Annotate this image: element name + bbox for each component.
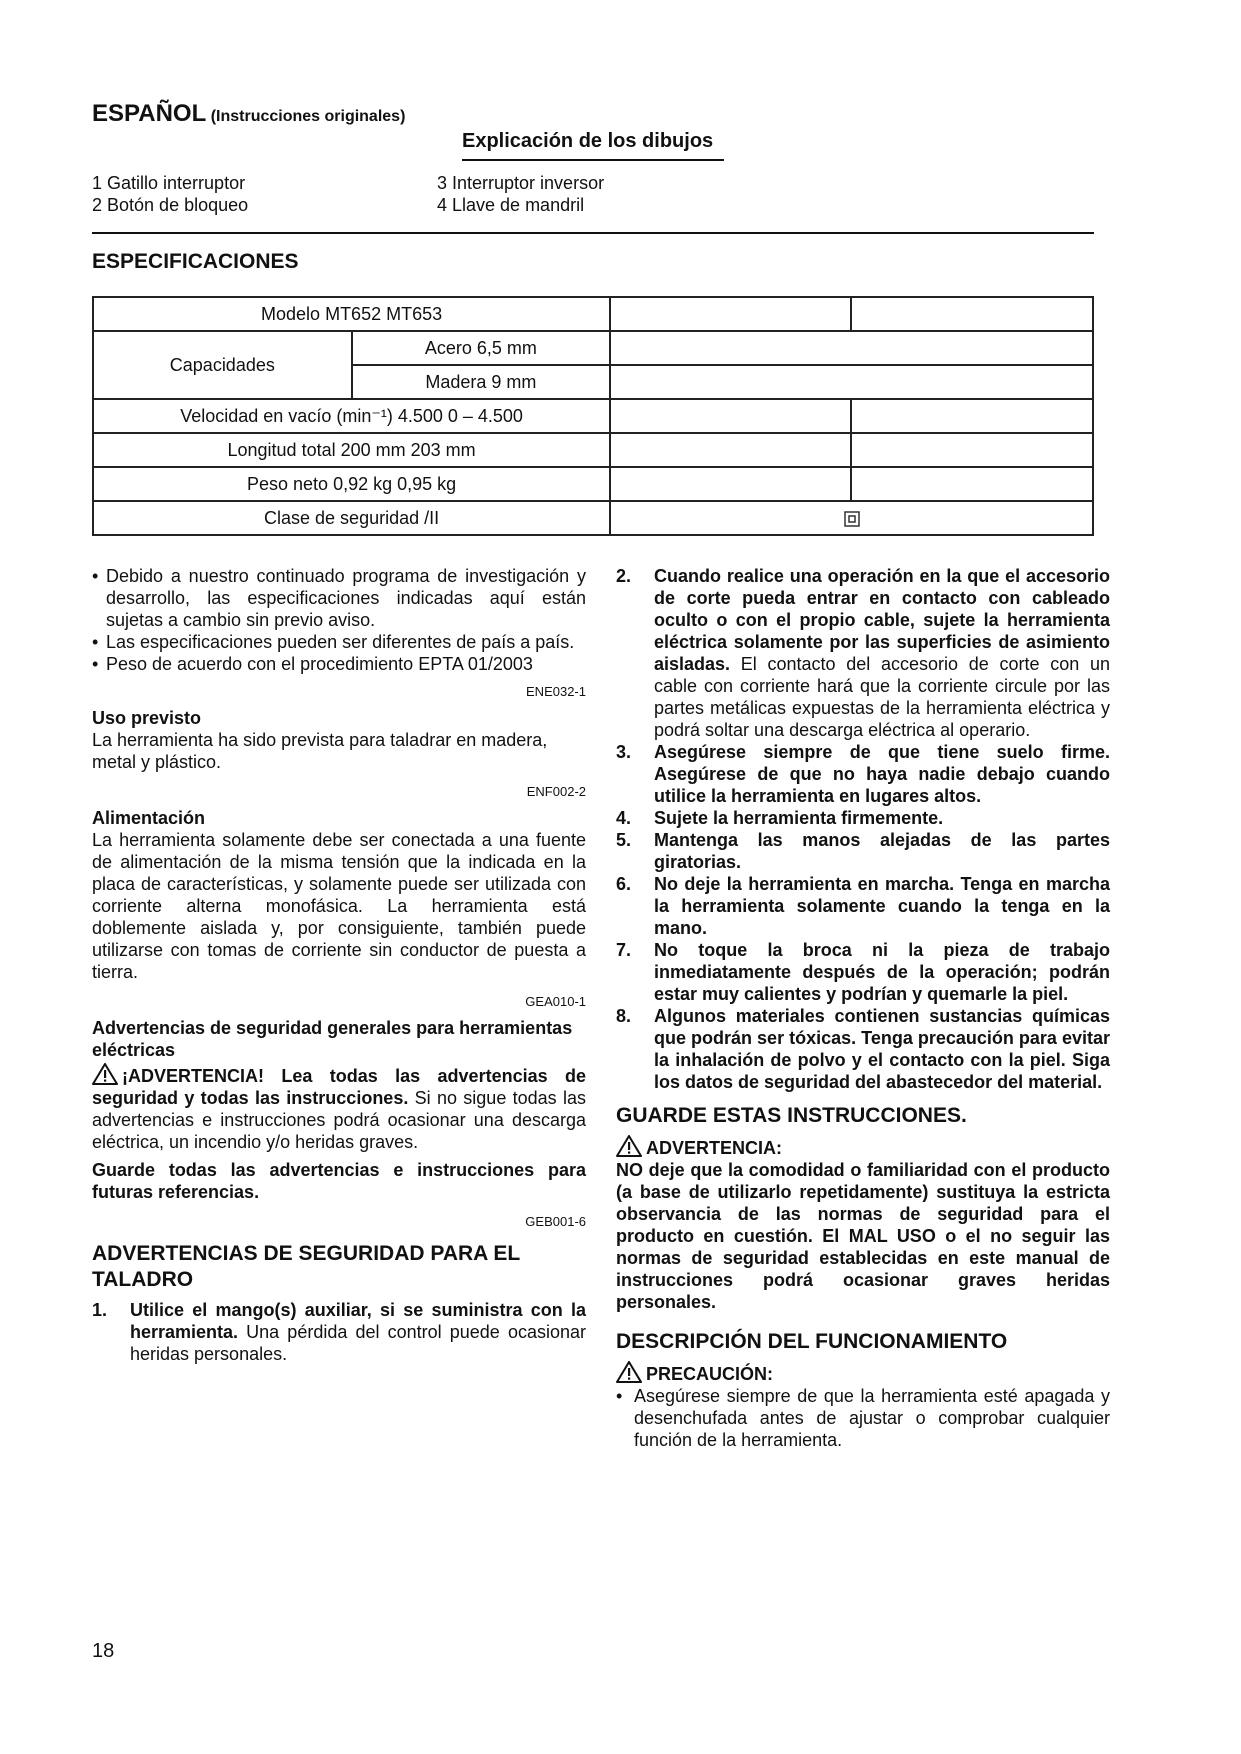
spec-cell-empty [610,365,1093,399]
list-item [616,1005,1110,1093]
legend-item-1: 1 Gatillo interruptor [92,173,246,193]
spec-cell-empty [851,467,1093,501]
item-text: El contacto del accesorio de corte con un cable con corriente hará que la corriente circule por las partes metálicas expuestas de la herramienta eléctrica y podrá soltar una descarga eléctrica al operario. [654,654,1110,740]
warning-triangle-icon [92,1063,118,1085]
spec-note-1: Debido a nuestro continuado programa de investigación y desarrollo, las especificaciones indicadas aquí están sujetas a cambio sin previo aviso. [106,566,586,630]
spec-cell-empty [610,331,1093,365]
spec-steel: Acero 6,5 mm [352,331,611,365]
section-code: ENF002-2 [526,784,586,799]
table-row [93,399,1093,433]
spec-capacities-label: Capacidades [93,331,352,399]
list-item [616,741,1110,807]
spec-cell-empty [851,433,1093,467]
spec-note-2: Las especificaciones pueden ser diferentes de país a país. [106,632,575,652]
warning-triangle-icon [616,1135,642,1157]
page-number: 18 [92,1640,115,1662]
spec-cell-empty [851,297,1093,331]
list-item [616,807,1110,829]
item-bold: Cuando realice una operación en la que el accesorio de corte pueda entrar en contacto con cableado oculto o con el propio cable, sujete la herramienta eléctrica solamente por las superficies de asimiento aisladas. [654,566,1110,674]
specs-title: ESPECIFICACIONES [92,250,299,273]
specs-table [92,296,1094,536]
spec-wood: Madera 9 mm [352,365,611,399]
double-insulation-icon [844,511,860,527]
item-number: 2. [616,566,632,586]
legend-item-2: 2 Botón de bloqueo [92,195,249,215]
spec-cell-empty [610,297,850,331]
list-item [616,939,1110,1005]
section-code: GEA010-1 [525,994,586,1009]
keep-instructions-title: GUARDE ESTAS INSTRUCCIONES. [616,1104,967,1127]
caution-label [616,1361,1110,1385]
spec-speed: Velocidad en vacío (min⁻¹) 4.500 0 – 4.500 [93,399,610,433]
general-warning-bold: ¡ADVERTENCIA! Lea todas las advertencias de seguridad y todas las instrucciones. [92,1066,586,1108]
legend-item-3: 3 Interruptor inversor [437,173,605,193]
item-text: Una pérdida del control puede ocasionar heridas personales. [130,1322,586,1364]
section-code: GEB001-6 [525,1214,586,1229]
language-note: (Instrucciones originales) [210,108,406,125]
item-number: 6. [616,874,632,894]
spec-safety-class: Clase de seguridad /II [93,501,610,535]
list-item [616,829,1110,873]
table-row [93,467,1093,501]
section-code: ENE032-1 [526,684,586,699]
spec-cell-empty [610,467,850,501]
item-number: 1. [92,1300,108,1320]
list-item [616,565,1110,741]
item-number: 3. [616,742,632,762]
general-warning-text: Si no sigue todas las advertencias e instrucciones podrá ocasionar una descarga eléctrica, un incendio y/o heridas graves. [92,1088,586,1152]
item-text: Asegúrese siempre de que tiene suelo firme. Asegúrese de que no haya nadie debajo cuando utilice la herramienta en lugares altos. [654,742,1110,806]
spec-safety-symbol-cell [610,501,1093,535]
list-item: • Peso de acuerdo con el procedimiento EPTA 01/2003 [92,654,533,674]
list-item [616,873,1110,939]
language-heading [92,100,405,128]
general-keep-text: Guarde todas las advertencias e instrucciones para futuras referencias. [92,1160,586,1202]
general-safety-title: Advertencias de seguridad generales para herramientas eléctricas [92,1018,573,1060]
item-text: Sujete la herramienta firmemente. [654,808,944,828]
spec-cell-empty [610,433,850,467]
language-title: ESPAÑOL [92,100,207,127]
item-text: No toque la broca ni la pieza de trabajo inmediatamente después de la operación; podrán estar muy calientes y podrían y quemarle la piel. [654,940,1110,1004]
item-bold: Utilice el mango(s) auxiliar, si se suministra con la herramienta. [130,1300,586,1342]
spec-note-3: Peso de acuerdo con el procedimiento EPTA 01/2003 [106,654,533,674]
function-description-title: DESCRIPCIÓN DEL FUNCIONAMIENTO [616,1330,1008,1353]
table-row [93,433,1093,467]
warning-text: NO deje que la comodidad o familiaridad con el producto (a base de utilizarlo repetidamente) sustituya la estricta observancia de las normas de seguridad para el producto en cuestión. El MAL USO o el no seguir las normas de seguridad establecidas en este manual de instrucciones podrá ocasionar graves heridas personales. [616,1160,1110,1312]
item-number: 4. [616,808,632,828]
caution-label-text: PRECAUCIÓN: [646,1364,774,1384]
item-text: Algunos materiales contienen sustancias químicas que podrán ser tóxicas. Tenga precaución para evitar la inhalación de polvo y el contacto con la piel. Siga los datos de seguridad del abastecedor del material. [654,1006,1110,1092]
use-title: Uso previsto [92,708,202,728]
table-row [93,501,1093,535]
table-row [93,331,1093,365]
item-number: 8. [616,1006,632,1026]
general-warning [92,1063,586,1153]
warning-triangle-icon [616,1361,642,1383]
spec-cell-empty [610,399,850,433]
spec-model: Modelo MT652 MT653 [93,297,610,331]
right-column [616,565,1110,1451]
item-number: 7. [616,940,632,960]
list-item: • Debido a nuestro continuado programa de investigación y desarrollo, las especificaciones indicadas aquí están sujetas a cambio sin previo aviso. [92,566,586,630]
legend-item-4: 4 Llave de mandril [437,195,585,215]
spec-weight: Peso neto 0,92 kg 0,95 kg [93,467,610,501]
list-item: • Asegúrese siempre de que la herramienta esté apagada y desenchufada antes de ajustar o comprobar cualquier función de la herramienta. [616,1386,1110,1450]
list-item: • Las especificaciones pueden ser diferentes de país a país. [92,632,575,652]
drawings-title: Explicación de los dibujos [462,130,714,152]
left-column [92,565,586,1365]
header-divider [92,232,1094,234]
power-text: La herramienta solamente debe ser conectada a una fuente de alimentación de la misma tensión que la indicada en la placa de características, y solamente puede ser utilizada con corriente alterna monofásica. La herramienta está doblemente aislada y, por consiguiente, también puede utilizarse con tomas de corriente sin conductor de puesta a tierra. [92,830,586,982]
table-row [93,297,1093,331]
item-text: No deje la herramienta en marcha. Tenga en marcha la herramienta solamente cuando la tenga en la mano. [654,874,1110,938]
caution-text: Asegúrese siempre de que la herramienta esté apagada y desenchufada antes de ajustar o comprobar cualquier función de la herramienta. [634,1386,1110,1450]
item-text: Mantenga las manos alejadas de las partes giratorias. [654,830,1110,872]
warning-label-text: ADVERTENCIA: [646,1138,783,1158]
spec-length: Longitud total 200 mm 203 mm [93,433,610,467]
item-number: 5. [616,830,632,850]
use-text: La herramienta ha sido prevista para taladrar en madera, metal y plástico. [92,730,548,772]
drill-safety-title: ADVERTENCIAS DE SEGURIDAD PARA EL TALADRO [92,1242,520,1291]
drawings-title-underline [462,159,724,161]
list-item [92,1299,586,1365]
spec-cell-empty [851,399,1093,433]
power-title: Alimentación [92,808,206,828]
warning-label [616,1135,1110,1159]
